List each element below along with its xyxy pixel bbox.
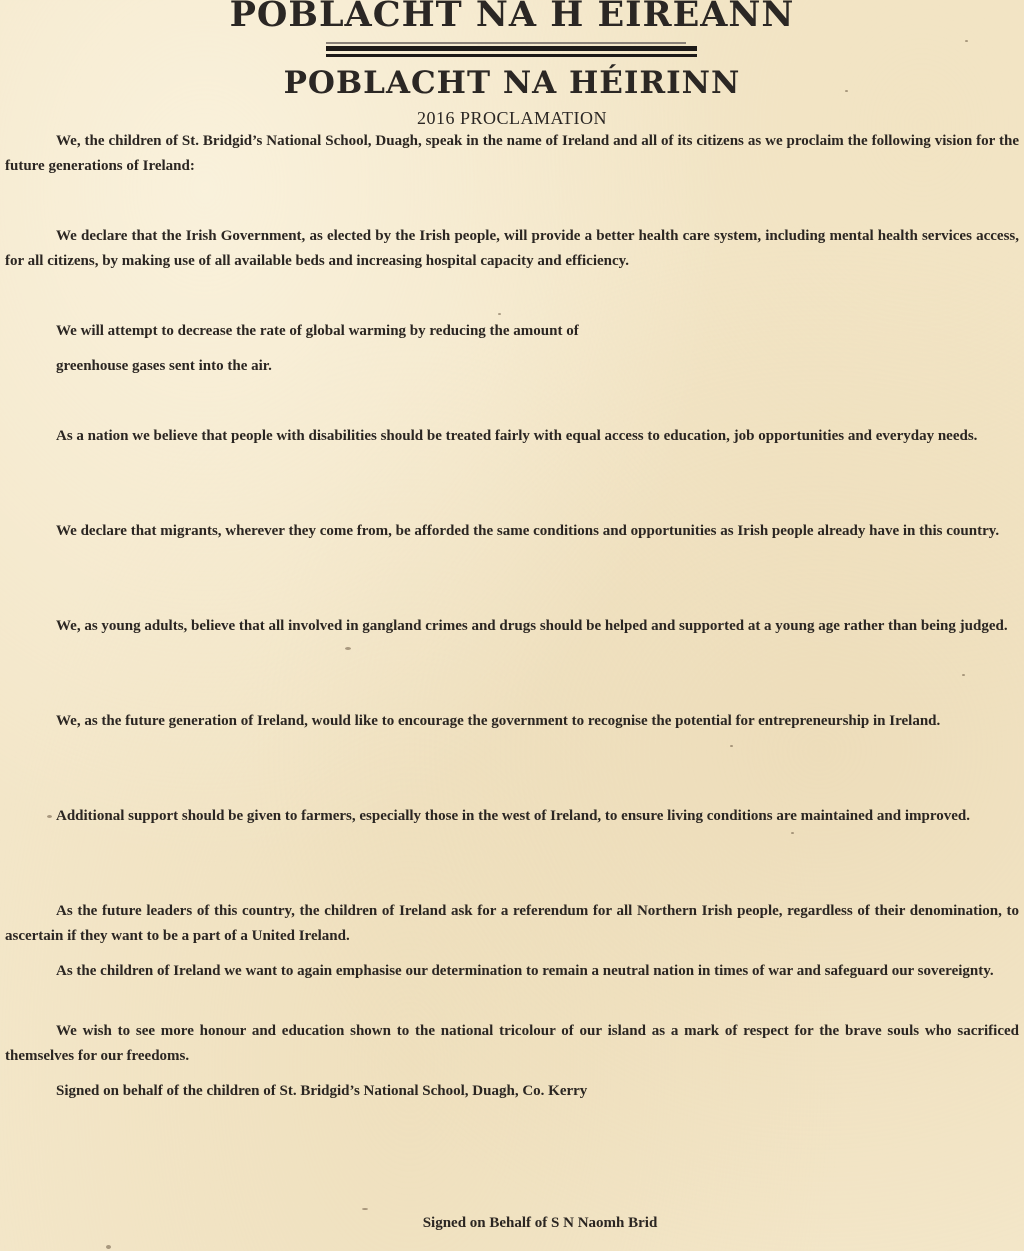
paragraph-intro: We, the children of St. Bridgid’s National School, Duagh, speak in the name of Ireland and all of its citizens as we proclaim the following vision for the future generations of Ireland: (5, 133, 1019, 174)
paragraph-entrepreneurship: We, as the future generation of Ireland, would like to encourage the government to recognise the potential for entrepreneurship in Ireland. (56, 713, 941, 729)
paper-speck (791, 832, 794, 834)
paragraph-warming-line2: greenhouse gases sent into the air. (56, 358, 272, 374)
title-divider-thick (326, 46, 697, 51)
proclamation-year-subtitle: 2016 PROCLAMATION (416, 108, 607, 128)
paragraph-gangland: We, as young adults, believe that all involved in gangland crimes and drugs should be helped and supported at a young age rather than being judged. (56, 618, 1008, 634)
paragraph-farmers: Additional support should be given to farmers, especially those in the west of Ireland, to ensure living conditions are maintained and improved. (56, 808, 970, 824)
paper-speck (965, 40, 968, 42)
paragraph-migrants: We declare that migrants, wherever they come from, be afforded the same conditions and opportunities as Irish people already have in this country. (56, 523, 1000, 539)
title-divider-thin (326, 54, 697, 57)
paper-speck (345, 647, 351, 650)
title-divider-light (326, 42, 686, 44)
paper-speck (498, 313, 501, 315)
irish-title: POBLACHT NA HÉIRINN (283, 65, 741, 101)
paragraph-health: We declare that the Irish Government, as elected by the Irish people, will provide a better health care system, including mental health services access, for all citizens, by making use of all available beds and increasing hospital capacity and efficiency. (5, 228, 1019, 269)
main-title: POBLACHT NA H EIREANN (229, 0, 795, 35)
paper-speck (730, 745, 733, 747)
paragraph-signed: Signed on behalf of the children of St. Bridgid’s National School, Duagh, Co. Kerry (56, 1083, 588, 1099)
signature-line: Signed on Behalf of S N Naomh Brid (422, 1215, 658, 1231)
paragraph-neutrality: As the children of Ireland we want to again emphasise our determination to remain a neutral nation in times of war and safeguard our sovereignty. (56, 963, 994, 979)
paper-speck (362, 1208, 368, 1210)
paragraph-disabilities: As a nation we believe that people with disabilities should be treated fairly with equal access to education, job opportunities and everyday needs. (56, 428, 978, 444)
paper-speck (962, 674, 965, 676)
paragraph-tricolour: We wish to see more honour and education shown to the national tricolour of our island as a mark of respect for the brave souls who sacrificed themselves for our freedoms. (5, 1023, 1019, 1064)
paper-speck (106, 1245, 111, 1249)
paragraph-warming-line1: We will attempt to decrease the rate of global warming by reducing the amount of (56, 323, 579, 339)
paragraph-referendum: As the future leaders of this country, the children of Ireland ask for a referendum for all Northern Irish people, regardless of their denomination, to ascertain if they want to be a part of a United Ireland. (5, 903, 1019, 944)
